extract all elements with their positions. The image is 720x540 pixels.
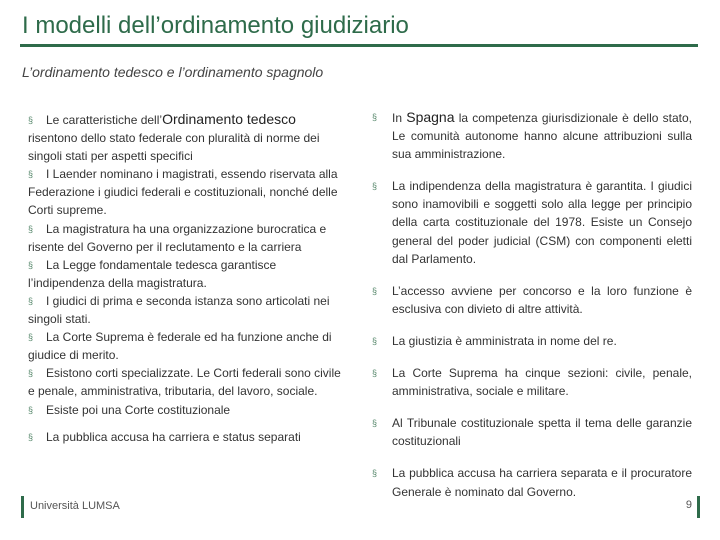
bullet-icon: § [28,368,34,379]
left-item [28,401,346,419]
bullet-icon: § [372,285,378,296]
footer-left-bar [21,496,24,518]
right-item-text: La indipendenza della magistratura è garantita. I giudici sono inamovibili e soggetti solo alla legge per principio della carta costituzionale del 1978. Esiste un Consejo general del poder judicial (CSM) con componenti eletti dal Parlamento. [392,179,692,266]
left-item [28,364,346,400]
left-item [28,292,346,328]
bullet-icon: § [372,181,378,192]
right-item [372,332,692,350]
left-item [28,256,346,292]
bullet-icon: § [372,335,378,346]
bullet-icon: § [28,115,34,125]
right-item-text: L’accesso avviene per concorso e la loro funzione è esclusiva con divieto di altre attività. [392,283,692,316]
bullet-icon: § [372,418,378,429]
bullet-icon: § [372,112,378,122]
left-intro-prefix: Le caratteristiche dell’ [46,113,163,127]
left-item-text: La Corte Suprema è federale ed ha funzione anche di giudice di merito. [28,330,332,363]
left-item-text: Esiste poi una Corte costituzionale [46,402,231,417]
bullet-icon: § [372,468,378,479]
left-item [28,165,346,219]
left-intro-line: risentono dello stato federale con pluralità di norme dei singoli stati per aspetti specifici [28,131,320,164]
right-item [372,108,692,163]
right-column [372,108,692,501]
right-item-text: La Corte Suprema ha cinque sezioni: civile, penale, amministrativa, sociale e militare. [392,366,692,399]
left-item [28,220,346,256]
bullet-icon: § [28,259,34,270]
right-first-prefix: In [392,111,407,125]
right-item-text: La pubblica accusa ha carriera separata e il procuratore Generale è nominato dal Governo. [392,466,692,499]
left-item [28,328,346,364]
left-column [28,110,346,446]
bullet-icon: § [28,404,34,415]
title-rule [20,44,698,47]
bullet-icon: § [28,431,34,442]
right-item [372,364,692,400]
slide-title: I modelli dell’ordinamento giudiziario [22,12,409,39]
right-item [372,282,692,318]
footer-right-bar [697,496,700,518]
left-item-text: La pubblica accusa ha carriera e status separati [46,429,301,444]
left-item-text: La Legge fondamentale tedesca garantisce l’indipendenza della magistratura. [28,257,277,290]
bullet-icon: § [28,169,34,180]
right-item [372,464,692,500]
bullet-icon: § [372,368,378,379]
left-item-text: I Laender nominano i magistrati, essendo riservata alla Federazione i giudici federali e costituzionali, nonché delle Corti supreme. [28,167,338,218]
left-intro-bold: Ordinamento tedesco [162,111,296,127]
right-item [372,177,692,267]
bullet-icon: § [28,295,34,306]
bullet-icon: § [28,223,34,234]
left-last-item [28,428,346,446]
bullet-icon: § [28,332,34,343]
footer-university: Università LUMSA [30,500,120,512]
left-item-text: Esistono corti specializzate. Le Corti federali sono civile e penale, amministrativa, tributaria, del lavoro, sociale. [28,366,341,399]
left-item-text: La magistratura ha una organizzazione burocratica e risente del Governo per il reclutamento e la carriera [28,221,327,254]
left-intro [28,110,346,129]
footer-page-number: 9 [685,499,692,511]
left-item-text: I giudici di prima e seconda istanza sono articolati nei singoli stati. [28,293,330,327]
right-first-rest: la competenza giurisdizionale è dello stato, Le comunità autonome hanno alcune attribuzioni sulla sua amministrazione. [392,111,692,162]
right-item-text: La giustizia è amministrata in nome del re. [392,333,617,348]
slide-subtitle: L’ordinamento tedesco e l’ordinamento spagnolo [22,64,324,80]
right-item [372,414,692,450]
right-first-bold: Spagna [406,109,455,125]
right-item-text: Al Tribunale costituzionale spetta il tema delle garanzie costituzionali [392,416,692,449]
